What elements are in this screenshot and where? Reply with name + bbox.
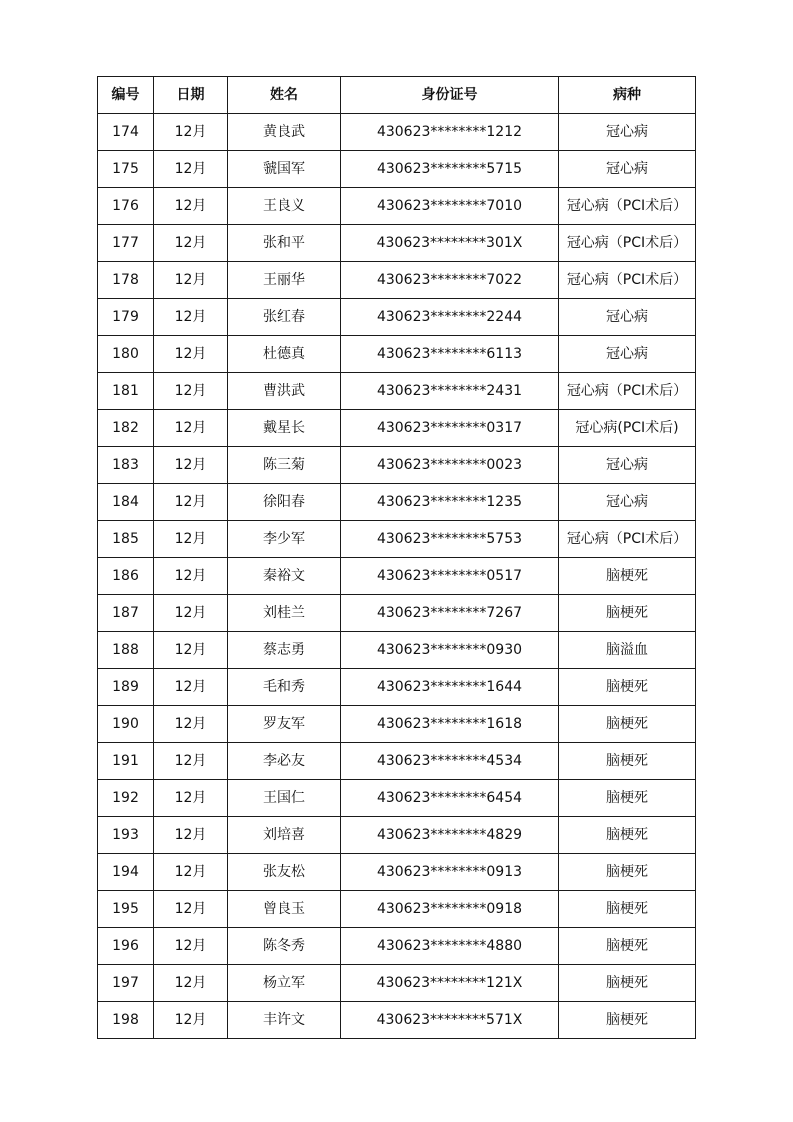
table-row (98, 521, 696, 558)
cell-date: 12月 (154, 114, 228, 151)
cell-num: 189 (98, 669, 154, 706)
table-row (98, 114, 696, 151)
cell-name: 罗友军 (228, 706, 341, 743)
table-row (98, 558, 696, 595)
cell-date: 12月 (154, 336, 228, 373)
cell-id: 430623********0517 (341, 558, 559, 595)
cell-disease: 脑梗死 (559, 706, 696, 743)
cell-name: 张和平 (228, 225, 341, 262)
cell-disease: 脑梗死 (559, 558, 696, 595)
cell-num: 196 (98, 928, 154, 965)
cell-num: 197 (98, 965, 154, 1002)
cell-id: 430623********0930 (341, 632, 559, 669)
cell-disease: 脑梗死 (559, 817, 696, 854)
table-row (98, 595, 696, 632)
cell-name: 黄良武 (228, 114, 341, 151)
cell-disease: 脑梗死 (559, 965, 696, 1002)
cell-disease: 冠心病 (559, 336, 696, 373)
cell-name: 蔡志勇 (228, 632, 341, 669)
cell-id: 430623********121X (341, 965, 559, 1002)
cell-disease: 冠心病 (559, 299, 696, 336)
cell-num: 179 (98, 299, 154, 336)
cell-date: 12月 (154, 743, 228, 780)
cell-num: 181 (98, 373, 154, 410)
table-row (98, 484, 696, 521)
table-row (98, 780, 696, 817)
cell-name: 杜德真 (228, 336, 341, 373)
cell-disease: 冠心病 (559, 484, 696, 521)
header-row (98, 77, 696, 114)
cell-disease: 脑梗死 (559, 928, 696, 965)
cell-disease: 冠心病 (559, 447, 696, 484)
cell-num: 182 (98, 410, 154, 447)
cell-num: 191 (98, 743, 154, 780)
cell-id: 430623********4534 (341, 743, 559, 780)
cell-date: 12月 (154, 891, 228, 928)
cell-id: 430623********4829 (341, 817, 559, 854)
cell-num: 198 (98, 1002, 154, 1039)
cell-disease: 冠心病（PCI术后） (559, 262, 696, 299)
cell-name: 戴星长 (228, 410, 341, 447)
table-row (98, 632, 696, 669)
cell-num: 183 (98, 447, 154, 484)
table-row (98, 151, 696, 188)
table-row (98, 262, 696, 299)
cell-disease: 脑梗死 (559, 780, 696, 817)
cell-id: 430623********1618 (341, 706, 559, 743)
cell-id: 430623********571X (341, 1002, 559, 1039)
cell-name: 陈冬秀 (228, 928, 341, 965)
cell-disease: 脑梗死 (559, 595, 696, 632)
cell-name: 张红春 (228, 299, 341, 336)
cell-disease: 冠心病 (559, 114, 696, 151)
cell-num: 185 (98, 521, 154, 558)
patient-table (97, 76, 696, 1039)
cell-date: 12月 (154, 299, 228, 336)
cell-date: 12月 (154, 632, 228, 669)
cell-date: 12月 (154, 1002, 228, 1039)
cell-disease: 脑梗死 (559, 854, 696, 891)
cell-disease: 冠心病（PCI术后） (559, 188, 696, 225)
cell-disease: 冠心病（PCI术后） (559, 521, 696, 558)
cell-num: 176 (98, 188, 154, 225)
cell-name: 毛和秀 (228, 669, 341, 706)
cell-date: 12月 (154, 447, 228, 484)
table-body (98, 114, 696, 1039)
cell-id: 430623********1644 (341, 669, 559, 706)
cell-id: 430623********0918 (341, 891, 559, 928)
cell-date: 12月 (154, 817, 228, 854)
cell-num: 195 (98, 891, 154, 928)
table-row (98, 817, 696, 854)
cell-disease: 脑溢血 (559, 632, 696, 669)
cell-name: 刘培喜 (228, 817, 341, 854)
cell-disease: 冠心病(PCI术后) (559, 410, 696, 447)
cell-disease: 冠心病（PCI术后） (559, 373, 696, 410)
cell-date: 12月 (154, 262, 228, 299)
cell-date: 12月 (154, 373, 228, 410)
cell-name: 秦裕文 (228, 558, 341, 595)
cell-id: 430623********0023 (341, 447, 559, 484)
cell-id: 430623********0317 (341, 410, 559, 447)
table-row (98, 225, 696, 262)
cell-name: 杨立军 (228, 965, 341, 1002)
table-row (98, 706, 696, 743)
cell-name: 张友松 (228, 854, 341, 891)
table-row (98, 336, 696, 373)
cell-name: 陈三菊 (228, 447, 341, 484)
cell-disease: 脑梗死 (559, 743, 696, 780)
cell-date: 12月 (154, 928, 228, 965)
header-num: 编号 (98, 77, 154, 114)
table-row (98, 854, 696, 891)
cell-disease: 脑梗死 (559, 669, 696, 706)
table-row (98, 891, 696, 928)
table-row (98, 373, 696, 410)
cell-id: 430623********7267 (341, 595, 559, 632)
cell-date: 12月 (154, 706, 228, 743)
cell-disease: 冠心病 (559, 151, 696, 188)
cell-id: 430623********7010 (341, 188, 559, 225)
cell-disease: 脑梗死 (559, 891, 696, 928)
cell-num: 174 (98, 114, 154, 151)
header-date: 日期 (154, 77, 228, 114)
cell-name: 王良义 (228, 188, 341, 225)
table-row (98, 410, 696, 447)
cell-name: 王丽华 (228, 262, 341, 299)
cell-id: 430623********6113 (341, 336, 559, 373)
cell-id: 430623********6454 (341, 780, 559, 817)
cell-id: 430623********7022 (341, 262, 559, 299)
cell-name: 刘桂兰 (228, 595, 341, 632)
cell-name: 李必友 (228, 743, 341, 780)
cell-num: 192 (98, 780, 154, 817)
header-name: 姓名 (228, 77, 341, 114)
cell-date: 12月 (154, 854, 228, 891)
cell-name: 李少军 (228, 521, 341, 558)
cell-num: 187 (98, 595, 154, 632)
cell-id: 430623********5715 (341, 151, 559, 188)
cell-num: 178 (98, 262, 154, 299)
cell-date: 12月 (154, 595, 228, 632)
cell-date: 12月 (154, 780, 228, 817)
cell-id: 430623********0913 (341, 854, 559, 891)
cell-disease: 冠心病（PCI术后） (559, 225, 696, 262)
cell-name: 徐阳春 (228, 484, 341, 521)
cell-id: 430623********5753 (341, 521, 559, 558)
header-disease: 病种 (559, 77, 696, 114)
cell-id: 430623********1235 (341, 484, 559, 521)
cell-name: 曹洪武 (228, 373, 341, 410)
cell-id: 430623********2244 (341, 299, 559, 336)
table-row (98, 447, 696, 484)
cell-date: 12月 (154, 669, 228, 706)
cell-id: 430623********301X (341, 225, 559, 262)
cell-name: 王国仁 (228, 780, 341, 817)
cell-date: 12月 (154, 965, 228, 1002)
cell-num: 193 (98, 817, 154, 854)
cell-id: 430623********2431 (341, 373, 559, 410)
cell-date: 12月 (154, 521, 228, 558)
table-row (98, 669, 696, 706)
table-row (98, 1002, 696, 1039)
cell-id: 430623********1212 (341, 114, 559, 151)
cell-num: 194 (98, 854, 154, 891)
cell-date: 12月 (154, 410, 228, 447)
cell-date: 12月 (154, 225, 228, 262)
table-row (98, 928, 696, 965)
cell-date: 12月 (154, 558, 228, 595)
cell-date: 12月 (154, 151, 228, 188)
table-row (98, 743, 696, 780)
table-row (98, 188, 696, 225)
cell-num: 190 (98, 706, 154, 743)
cell-num: 186 (98, 558, 154, 595)
header-id: 身份证号 (341, 77, 559, 114)
table-header (98, 77, 696, 114)
cell-num: 188 (98, 632, 154, 669)
cell-date: 12月 (154, 484, 228, 521)
cell-num: 180 (98, 336, 154, 373)
cell-name: 虢国军 (228, 151, 341, 188)
cell-num: 177 (98, 225, 154, 262)
cell-name: 曾良玉 (228, 891, 341, 928)
table-row (98, 965, 696, 1002)
cell-num: 184 (98, 484, 154, 521)
cell-disease: 脑梗死 (559, 1002, 696, 1039)
cell-date: 12月 (154, 188, 228, 225)
table-row (98, 299, 696, 336)
cell-num: 175 (98, 151, 154, 188)
cell-name: 丰许文 (228, 1002, 341, 1039)
cell-id: 430623********4880 (341, 928, 559, 965)
